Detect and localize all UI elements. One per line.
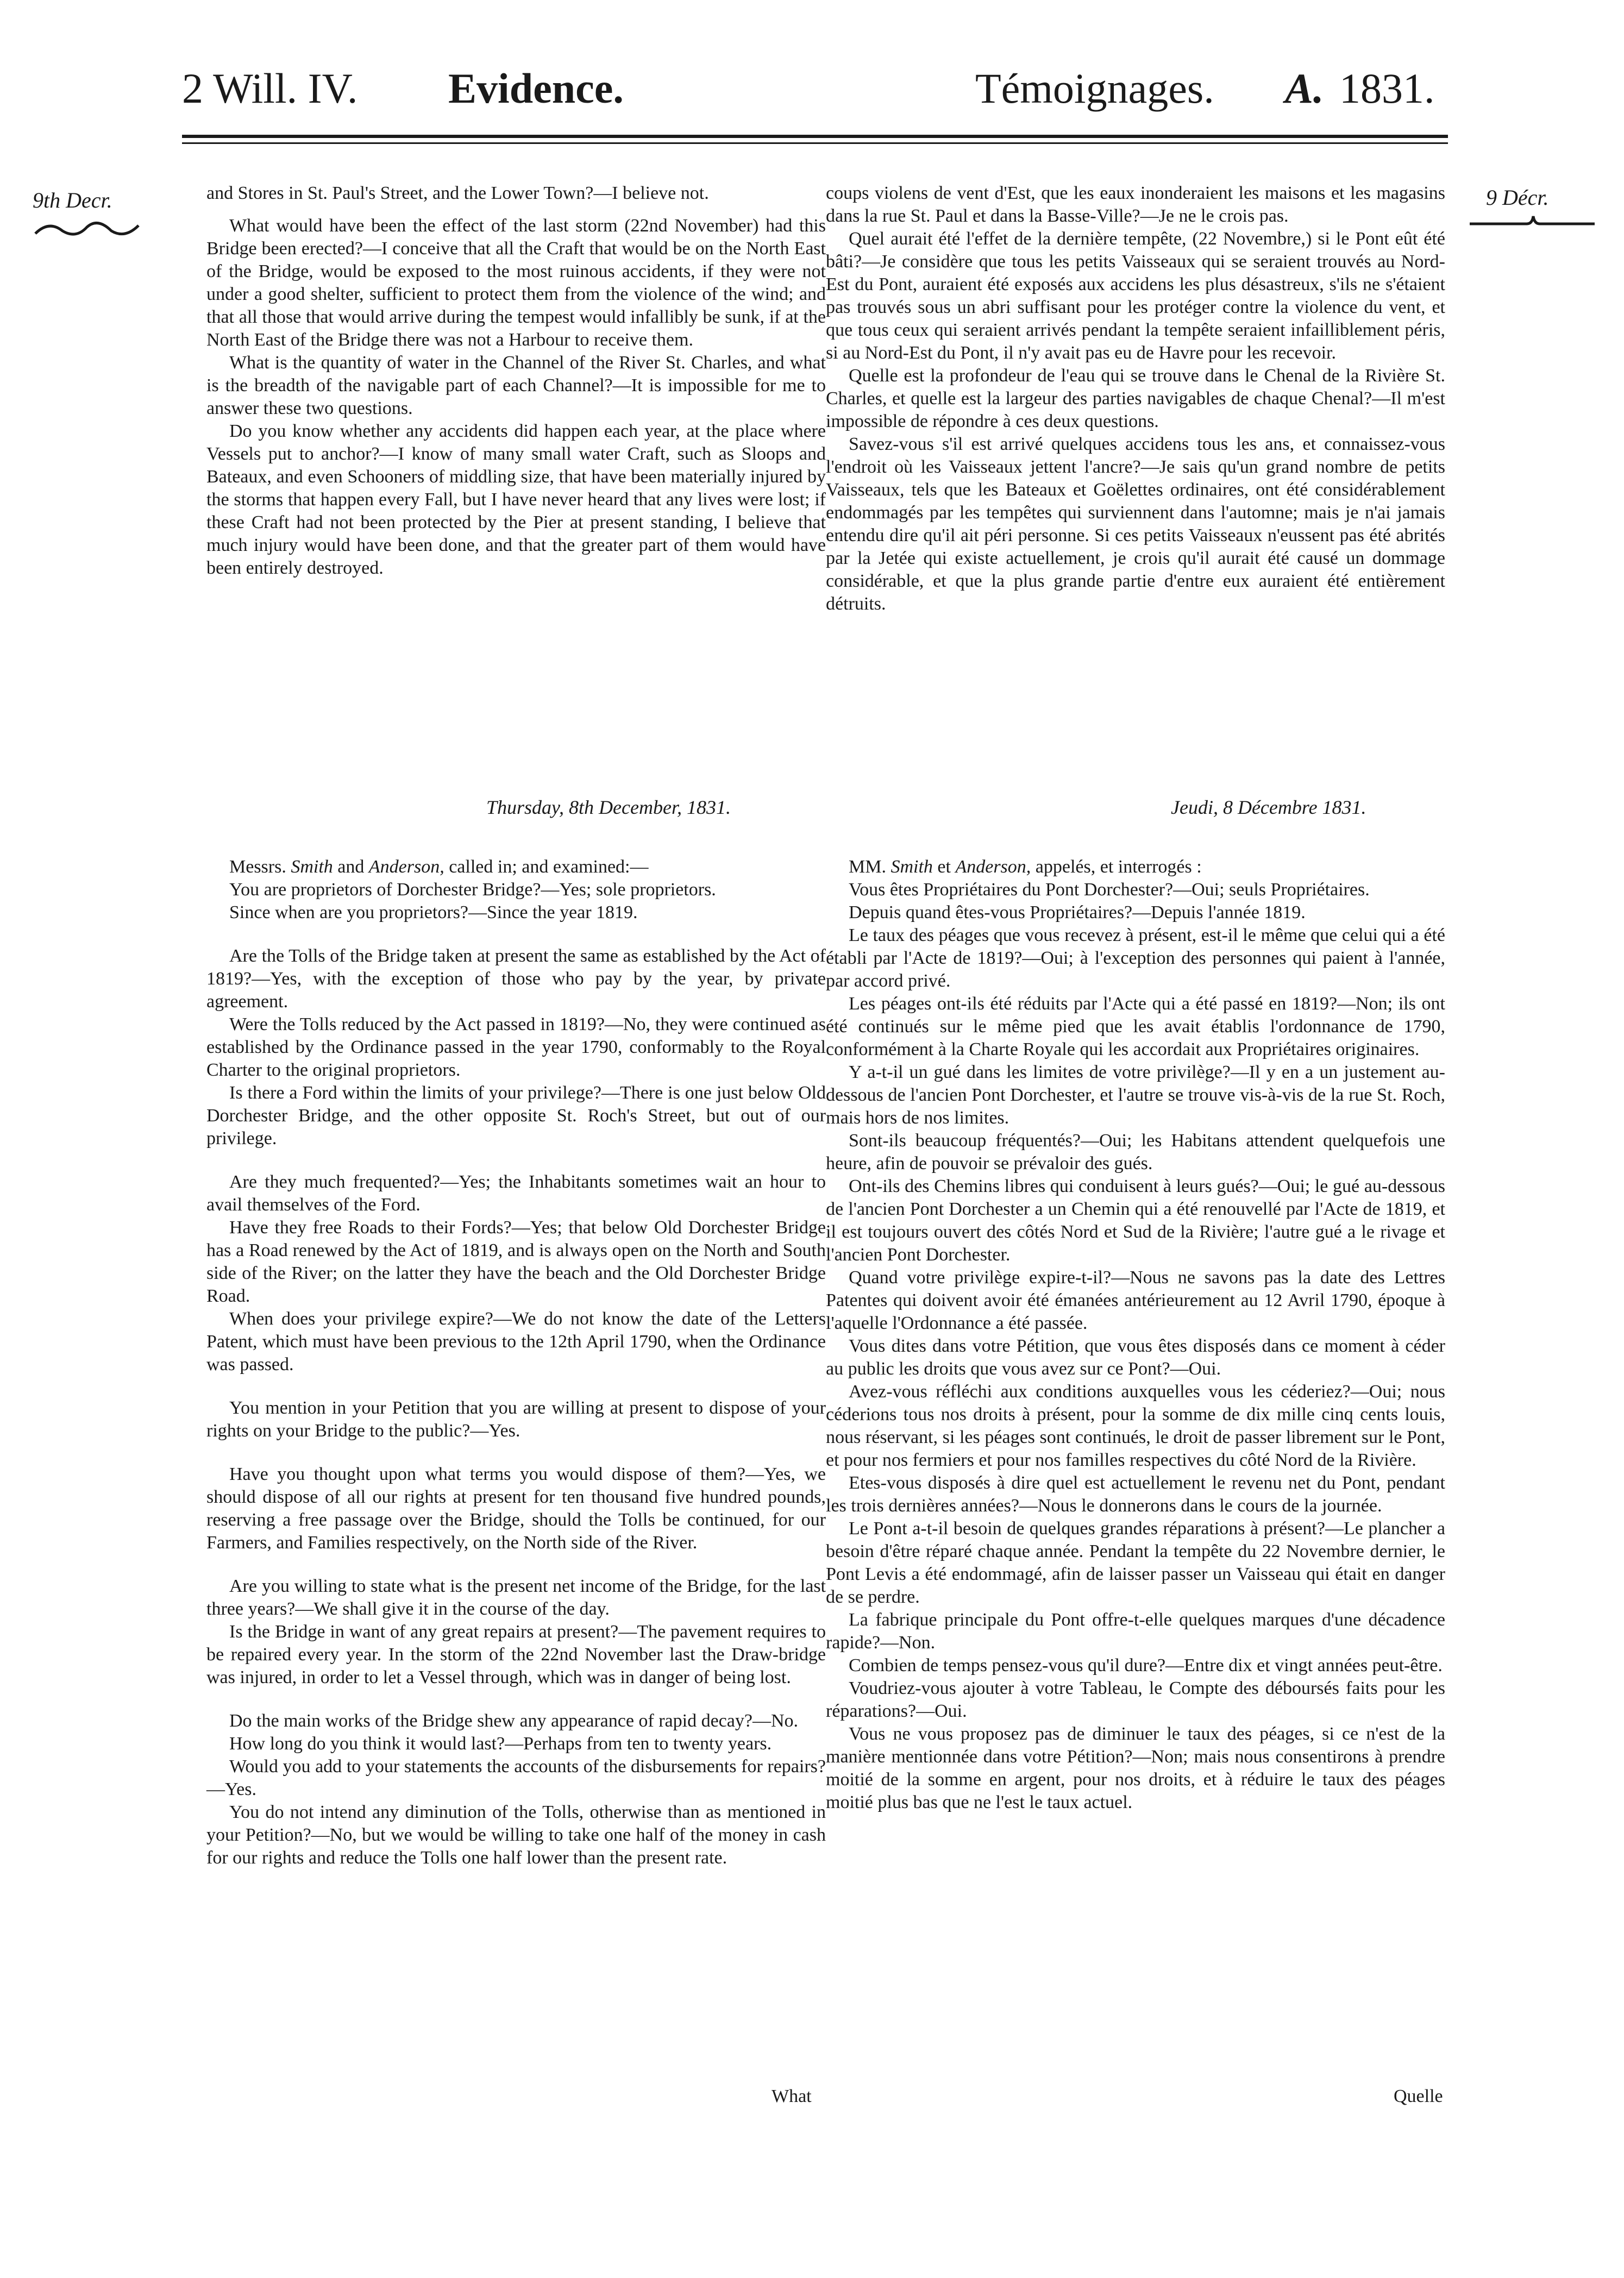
header-rule-thick	[182, 135, 1448, 138]
witness-intro: MM. Smith et Anderson, appelés, et interrogés :	[849, 857, 1202, 877]
qa-paragraph: Ont-ils des Chemins libres qui conduisent à leurs gués?—Oui; le gué au-dessous de l'ancien Pont Dorchester a un Chemin qui a été renouvellé par l'Acte de 1819, et il est toujours ouvert des côtés Nord et Sud de la Rivière; l'autre gué a le rivage et l'ancien Pont Dorchester.	[826, 1176, 1445, 1265]
qa-paragraph: La fabrique principale du Pont offre-t-elle quelques marques d'une décadence rapide?—Non.	[826, 1610, 1445, 1653]
qa-paragraph: Are they much frequented?—Yes; the Inhabitants sometimes wait an hour to avail themselves of the Ford.	[206, 1172, 826, 1215]
paragraph: What is the quantity of water in the Channel of the River St. Charles, and what is the breadth of the navigable part of each Channel?—It is impossible for me to answer these two questions.	[206, 353, 826, 418]
margin-date-right: 9 Décr.	[1486, 185, 1549, 210]
running-header	[182, 59, 1448, 118]
qa-paragraph: Y a-t-il un gué dans les limites de votre privilège?—Il y en a un justement au-dessous de l'ancien Pont Dorchester, et l'autre se trouve vis-à-vis de la rue St. Roch, mais hors de nos limites.	[826, 1062, 1445, 1128]
qa-paragraph: Vous ne vous proposez pas de diminuer le taux des péages, si ce n'est de la manière mentionnée dans votre Pétition?—Non; mais nous consentirons à prendre moitié de la somme en argent, pour nos droits, et à réduire le taux des péages moitié plus bas que ne l'est le taux actuel.	[826, 1724, 1445, 1812]
qa-paragraph: Etes-vous disposés à dire quel est actuellement le revenu net du Pont, pendant les trois dernières années?—Nous le donnerons dans le cours de la journée.	[826, 1473, 1445, 1516]
dateline-french: Jeudi, 8 Décembre 1831.	[1171, 796, 1366, 818]
qa-paragraph: You mention in your Petition that you are willing at present to dispose of your rights on your Bridge to the public?—Yes.	[206, 1398, 826, 1441]
qa-paragraph: Avez-vous réfléchi aux conditions auxquelles vous les céderiez?—Oui; nous céderions tous nos droits à présent, pour la somme de dix mille cinq cents louis, nous réservant, si les péages sont continués, le droit de passer librement sur le Pont, et pour nos fermiers et pour nos familles respectives du côté Nord de la Rivière.	[826, 1382, 1445, 1470]
qa-paragraph: Were the Tolls reduced by the Act passed in 1819?—No, they were continued as established by the Ordinance passed in the year 1790, conformably to the Royal Charter to the original proprietors.	[206, 1014, 826, 1080]
qa-paragraph: Depuis quand êtes-vous Propriétaires?—Depuis l'année 1819.	[849, 902, 1306, 923]
catchword-french: Quelle	[1394, 2086, 1443, 2106]
qa-paragraph: Quand votre privilège expire-t-il?—Nous ne savons pas la date des Lettres Patentes qui doivent avoir été émanées antérieurement au 12 Avril 1790, époque à l'aquelle l'Ordonnance a été passée.	[826, 1267, 1445, 1333]
dateline-english: Thursday, 8th December, 1831.	[486, 796, 731, 818]
qa-paragraph: When does your privilege expire?—We do not know the date of the Letters Patent, which must have been previous to the 12th April 1790, when the Ordinance was passed.	[206, 1309, 826, 1375]
qa-paragraph: Are the Tolls of the Bridge taken at present the same as established by the Act of 1819?—Yes, with the exception of those who pay by the year, by private agreement.	[206, 946, 826, 1012]
qa-paragraph: How long do you think it would last?—Perhaps from ten to twenty years.	[229, 1734, 772, 1754]
qa-paragraph: Since when are you proprietors?—Since the year 1819.	[229, 902, 638, 923]
qa-paragraph: You are proprietors of Dorchester Bridge?—Yes; sole proprietors.	[229, 880, 716, 900]
qa-paragraph: Would you add to your statements the accounts of the disbursements for repairs?—Yes.	[206, 1756, 826, 1799]
qa-paragraph: Have you thought upon what terms you would dispose of them?—Yes, we should dispose of all our rights at present for ten thousand five hundred pounds, reserving a free passage over the Bridge, should the Tolls be continued, for our Farmers, and Families respectively, on the North side of the River.	[206, 1464, 826, 1553]
qa-paragraph: Le taux des péages que vous recevez à présent, est-il le même que celui qui a été établi par l'Acte de 1819?—Oui; à l'exception des personnes qui paient à l'année, par accord privé.	[826, 925, 1445, 991]
paragraph: Quelle est la profondeur de l'eau qui se trouve dans le Chenal de la Rivière St. Charles, et quelle est la largeur des parties navigables de chaque Chenal?—Il m'est impossible de répondre à ces deux questions.	[826, 366, 1445, 431]
french-column-top	[826, 182, 1445, 616]
swash-ornament-right	[1467, 212, 1597, 234]
swash-ornament-left	[33, 217, 141, 239]
paragraph: What would have been the effect of the last storm (22nd November) had this Bridge been erected?—I conceive that all the Craft that would be on the North East of the Bridge, would be exposed to the most ruinous accidents, if they were not under a good shelter, sufficient to protect them from the violence of the wind; and that all those that would arrive during the tempest would infallibly be sunk, if at the North East of the Bridge there was not a Harbour to receive them.	[206, 216, 826, 350]
qa-paragraph: Le Pont a-t-il besoin de quelques grandes réparations à présent?—Le plancher a besoin d'être réparé chaque année. Pendant la tempête du 22 Novembre dernier, le Pont Levis a été endommagé, afin de laisser passer un Vaisseau qui était en danger de se perdre.	[826, 1518, 1445, 1607]
paragraph: Quel aurait été l'effet de la dernière tempête, (22 Novembre,) si le Pont eût été bâti?—Je considère que tous les petits Vaisseaux qui se seraient trouvés au Nord-Est du Pont, auraient été exposés aux accidens les plus désastreux, s'ils ne s'étaient pas trouvés sous un abri suffisant pour les protéger contre la violence du vent, et que tous ceux qui seraient arrivés pendant la tempête seraient infailliblement péris, si au Nord-Est du Pont, il n'y avait pas eu de Havre pour les recevoir.	[826, 229, 1445, 363]
qa-paragraph: Is the Bridge in want of any great repairs at present?—The pavement requires to be repaired every year. In the storm of the 22nd November last the Draw-bridge was injured, in order to let a Vessel through, which was in danger of being lost.	[206, 1622, 826, 1687]
qa-paragraph: Les péages ont-ils été réduits par l'Acte qui a été passé en 1819?—Non; ils ont été continués sur le même pied que les avait établis l'ordonnance de 1790, conformément à la Charte Royale qui les accordait aux Propriétaires originaires.	[826, 994, 1445, 1059]
paragraph: Do you know whether any accidents did happen each year, at the place where Vessels put to anchor?—I know of many small water Craft, such as Sloops and Bateaux, and even Schooners of middling size, that have been materially injured by the storms that happen every Fall, but I have never heard that any lives were lost; if these Craft had not been protected by the Pier at present standing, I believe that much injury would have been done, and that the greater part of them would have been entirely destroyed.	[206, 421, 826, 578]
header-rule-thin	[182, 142, 1448, 144]
qa-paragraph: Combien de temps pensez-vous qu'il dure?—Entre dix et vingt années peut-être.	[849, 1655, 1443, 1675]
qa-paragraph: Are you willing to state what is the present net income of the Bridge, for the last three years?—We shall give it in the course of the day.	[206, 1576, 826, 1619]
witness-intro: Messrs. Smith and Anderson, called in; and examined:—	[229, 857, 649, 877]
qa-paragraph: Vous dites dans votre Pétition, que vous êtes disposés dans ce moment à céder au public les droits que vous avez sur ce Pont?—Oui.	[826, 1336, 1445, 1379]
qa-paragraph: Have they free Roads to their Fords?—Yes; that below Old Dorchester Bridge has a Road renewed by the Act of 1819, and is always open on the North and South side of the River; on the latter they have the beach and the Old Dorchester Bridge Road.	[206, 1218, 826, 1306]
header-regnal-year: 2 Will. IV.	[182, 65, 358, 112]
english-column-examination	[206, 856, 826, 1869]
catchword-english: What	[772, 2086, 812, 2106]
qa-paragraph: You do not intend any diminution of the Tolls, otherwise than as mentioned in your Petition?—No, but we would be willing to take one half of the money in cash for our rights and reduce the Tolls one half lower than the present rate.	[206, 1802, 826, 1868]
qa-paragraph: Vous êtes Propriétaires du Pont Dorchester?—Oui; seuls Propriétaires.	[849, 880, 1370, 900]
qa-paragraph: Sont-ils beaucoup fréquentés?—Oui; les Habitans attendent quelquefois une heure, afin de pouvoir se prévaloir des gués.	[826, 1131, 1445, 1173]
qa-paragraph: Voudriez-vous ajouter à votre Tableau, le Compte des déboursés faits pour les réparations?—Oui.	[826, 1678, 1445, 1721]
margin-date-left: 9th Decr.	[33, 188, 112, 212]
french-column-examination	[826, 856, 1445, 1814]
paragraph: coups violens de vent d'Est, que les eaux inonderaient les maisons et les magasins dans la rue St. Paul et dans la Basse-Ville?—Je ne le crois pas.	[826, 183, 1445, 226]
header-section: A.	[1285, 65, 1324, 112]
english-column-top	[206, 182, 826, 580]
paragraph: and Stores in St. Paul's Street, and the Lower Town?—I believe not.	[206, 183, 709, 203]
header-temoignages: Témoignages.	[975, 65, 1214, 112]
paragraph: Savez-vous s'il est arrivé quelques accidens tous les ans, et connaissez-vous l'endroit où les Vaisseaux jettent l'ancre?—Je sais qu'un grand nombre de petits Vaisseaux, tels que les Bateaux et Goëlettes ordinaires, ont été considérablement endommagés par les tempêtes qui surviennent dans l'automne; mais je n'ai jamais entendu dire qu'il ait péri personne. Si ces petits Vaisseaux n'eussent pas été abrités par la Jetée qui existe actuellement, je crois qu'il aurait été causé un dommage considérable, et que la plus grande partie d'entre eux auraient été entièrement détruits.	[826, 434, 1445, 614]
header-year: 1831.	[1339, 65, 1435, 112]
header-evidence: Evidence.	[448, 65, 624, 112]
qa-paragraph: Do the main works of the Bridge shew any appearance of rapid decay?—No.	[229, 1711, 799, 1731]
qa-paragraph: Is there a Ford within the limits of your privilege?—There is one just below Old Dorchester Bridge, and the other opposite St. Roch's Street, but out of our privilege.	[206, 1083, 826, 1149]
